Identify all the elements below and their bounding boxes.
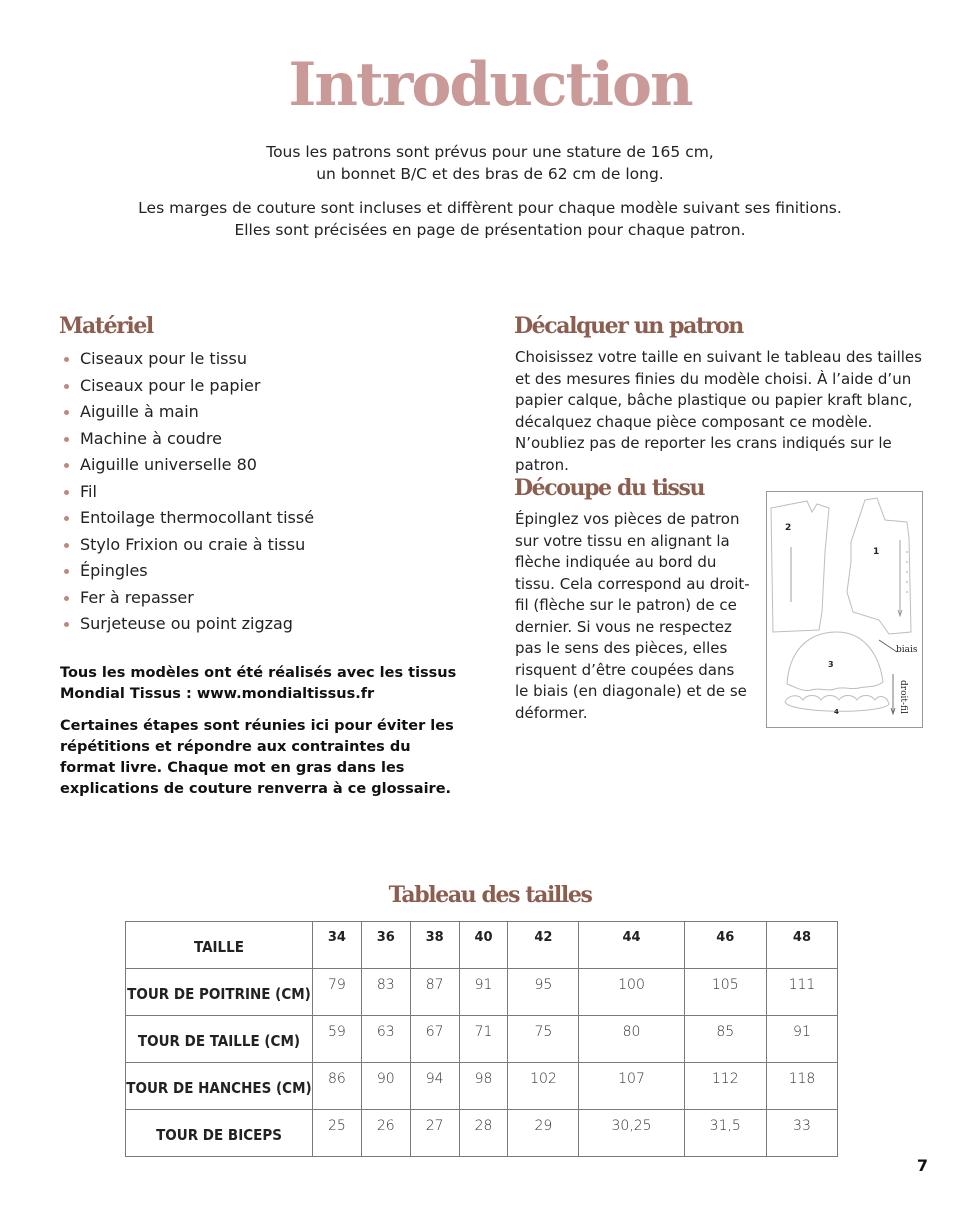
table-cell: 26	[361, 1110, 410, 1157]
intro-line: Elles sont précisées en page de présentation pour chaque patron.	[234, 221, 746, 239]
table-cell: 79	[313, 969, 362, 1016]
materiel-item: Ciseaux pour le papier	[60, 373, 314, 400]
table-title: Tableau des tailles	[388, 882, 592, 908]
table-cell: 63	[361, 1016, 410, 1063]
materiel-item: Fil	[60, 479, 314, 506]
table-cell: 118	[766, 1063, 837, 1110]
table-cell: 27	[410, 1110, 459, 1157]
intro-line: un bonnet B/C et des bras de 62 cm de long.	[316, 165, 664, 183]
size-header-cell: 44	[579, 922, 684, 969]
table-cell: 105	[684, 969, 766, 1016]
glossary-note: Certaines étapes sont réunies ici pour éviter les répétitions et répondre aux contraintes du format livre. Chaque mot en gras dans les explications de couture renverra à ce glossaire.	[60, 718, 454, 797]
size-header-cell: 42	[508, 922, 579, 969]
decalquer-text: Choisissez votre taille en suivant le tableau des tailles et des mesures finies du modèle choisi. À l’aide d’un papier calque, bâche plastique ou papier kraft blanc, décalquez chaque pièce composant ce modèle. N’oubliez pas de reporter les crans indiqués sur le patron.	[515, 348, 922, 474]
table-cell: 28	[459, 1110, 508, 1157]
table-cell: 75	[508, 1016, 579, 1063]
intro-paragraph-2	[0, 197, 980, 241]
table-row	[126, 969, 838, 1016]
row-label: TOUR DE BICEPS	[126, 1110, 313, 1157]
table-cell: 31,5	[684, 1110, 766, 1157]
size-header-cell: 38	[410, 922, 459, 969]
table-cell: 67	[410, 1016, 459, 1063]
size-header-cell: 34	[313, 922, 362, 969]
materiel-item: Fer à repasser	[60, 585, 314, 612]
table-cell: 91	[459, 969, 508, 1016]
table-cell: 90	[361, 1063, 410, 1110]
size-table	[125, 921, 838, 1157]
size-header-cell: 40	[459, 922, 508, 969]
size-header-cell: 36	[361, 922, 410, 969]
materiel-item: Surjeteuse ou point zigzag	[60, 611, 314, 638]
materiel-item: Aiguille à main	[60, 399, 314, 426]
table-cell: 85	[684, 1016, 766, 1063]
table-cell: 71	[459, 1016, 508, 1063]
figure-label-2: 2	[785, 523, 792, 533]
table-cell: 107	[579, 1063, 684, 1110]
pattern-pieces-illustration	[767, 492, 922, 727]
decoupe-text: Épinglez vos pièces de patron sur votre tissu en alignant la flèche indiquée au bord du tissu. Cela correspond au droit-fil (flèche sur le patron) de ce dernier. Si vous ne respectez pas le sens des pièces, elles risquent d’être coupées dans le biais (en diagonale) et de se déformer.	[515, 510, 750, 722]
table-cell: 25	[313, 1110, 362, 1157]
pattern-layout-figure	[766, 491, 923, 728]
table-row	[126, 1063, 838, 1110]
table-cell: 91	[766, 1016, 837, 1063]
figure-label-1: 1	[873, 547, 880, 557]
table-cell: 59	[313, 1016, 362, 1063]
decoupe-heading: Découpe du tissu	[514, 475, 705, 501]
row-label: TOUR DE HANCHES (CM)	[126, 1063, 313, 1110]
intro-line: Tous les patrons sont prévus pour une stature de 165 cm,	[266, 143, 714, 161]
table-cell: 33	[766, 1110, 837, 1157]
materiel-item: Machine à coudre	[60, 426, 314, 453]
figure-label-biais: biais	[896, 645, 918, 655]
figure-label-droit-fil: droit-fil	[898, 680, 908, 714]
decalquer-heading: Décalquer un patron	[514, 313, 743, 339]
materiel-item: Aiguille universelle 80	[60, 452, 314, 479]
table-row	[126, 1110, 838, 1157]
table-cell: 100	[579, 969, 684, 1016]
table-cell: 29	[508, 1110, 579, 1157]
page-number: 7	[916, 1156, 928, 1175]
materiel-item: Stylo Frixion ou craie à tissu	[60, 532, 314, 559]
table-row	[126, 1016, 838, 1063]
size-header-cell: 46	[684, 922, 766, 969]
table-cell: 95	[508, 969, 579, 1016]
row-label: TOUR DE TAILLE (CM)	[126, 1016, 313, 1063]
table-cell: 102	[508, 1063, 579, 1110]
materiel-list	[60, 346, 314, 638]
table-cell: 83	[361, 969, 410, 1016]
table-cell: 80	[579, 1016, 684, 1063]
size-header-cell: 48	[766, 922, 837, 969]
materiel-item: Épingles	[60, 558, 314, 585]
table-cell: 98	[459, 1063, 508, 1110]
table-cell: 86	[313, 1063, 362, 1110]
materiel-item: Entoilage thermocollant tissé	[60, 505, 314, 532]
page-title: Introduction	[288, 50, 692, 120]
figure-label-3: 3	[828, 660, 834, 669]
materiel-item: Ciseaux pour le tissu	[60, 346, 314, 373]
materiel-heading: Matériel	[59, 313, 153, 339]
table-cell: 30,25	[579, 1110, 684, 1157]
table-cell: 94	[410, 1063, 459, 1110]
figure-label-4: 4	[834, 708, 839, 716]
table-cell: 87	[410, 969, 459, 1016]
mondial-note: Tous les modèles ont été réalisés avec les tissus Mondial Tissus : www.mondialtissus.fr	[60, 665, 457, 702]
intro-line: Les marges de couture sont incluses et diffèrent pour chaque modèle suivant ses finitions.	[138, 199, 842, 217]
table-cell: 112	[684, 1063, 766, 1110]
row-label: TOUR DE POITRINE (CM)	[126, 969, 313, 1016]
intro-paragraph-1	[0, 141, 980, 185]
table-header-label: TAILLE	[126, 922, 313, 969]
table-cell: 111	[766, 969, 837, 1016]
table-header-row	[126, 922, 838, 969]
